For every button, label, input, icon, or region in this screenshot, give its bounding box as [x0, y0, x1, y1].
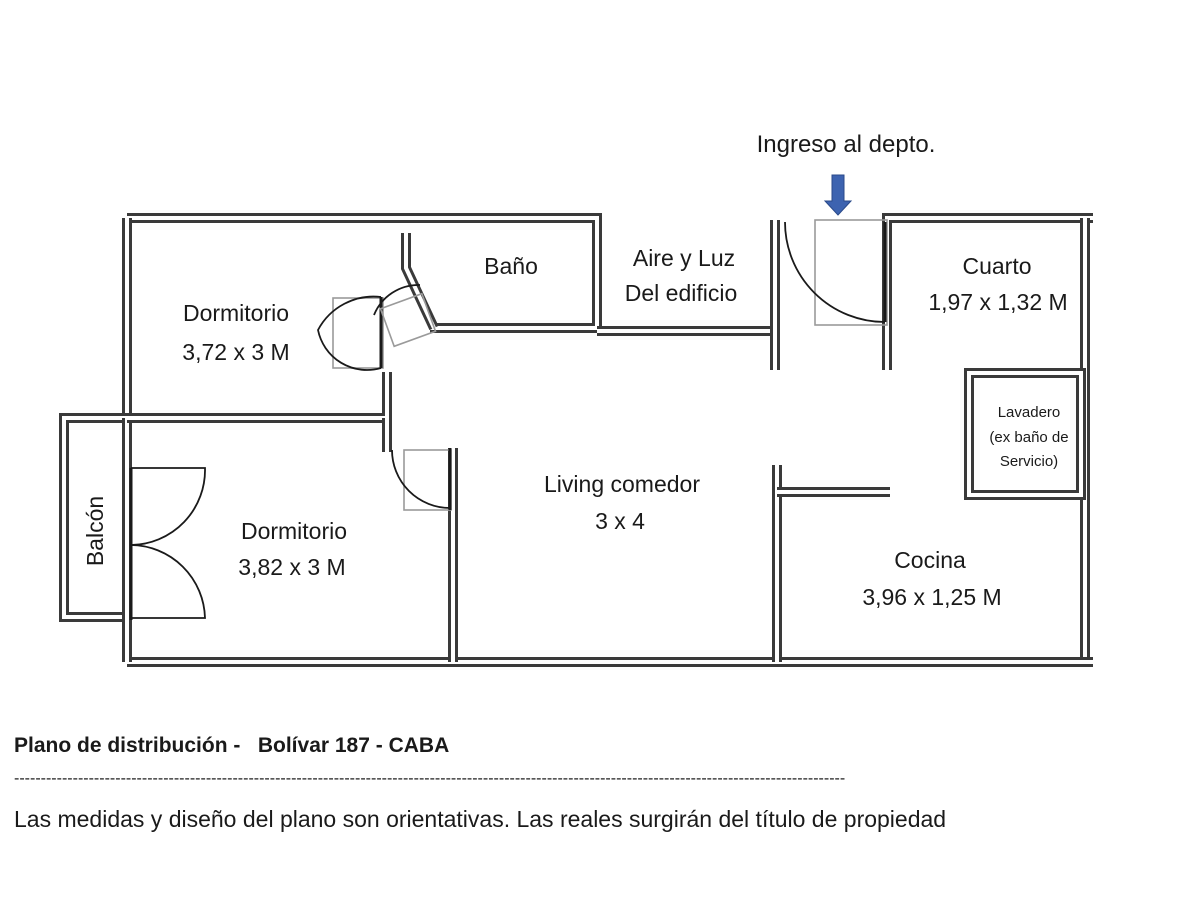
- plan-title: Plano de distribución - Bolívar 187 - CABA: [14, 734, 450, 757]
- door-bedroom-2-swing: [392, 450, 450, 508]
- room-bano-name: Baño: [484, 253, 538, 279]
- room-dormitorio-1-size: 3,72 x 3 M: [182, 339, 290, 365]
- door-balcony-swing-bottom: [131, 545, 205, 618]
- entrance-arrow-icon: [825, 175, 851, 215]
- labels: [82, 131, 1069, 610]
- door-entrance-frame: [815, 220, 887, 325]
- door-balcony: [131, 468, 205, 620]
- room-cocina-size: 3,96 x 1,25 M: [862, 584, 1002, 610]
- room-balcon-name: Balcón: [82, 495, 108, 567]
- door-bedroom-1-frame: [333, 298, 383, 368]
- door-bedroom-2: [392, 448, 451, 510]
- room-aire-luz-line1: Aire y Luz: [632, 245, 736, 271]
- room-aire-luz-line2: Del edificio: [624, 280, 738, 306]
- wall-bedrooms-divider: [127, 372, 387, 418]
- entrance-label: Ingreso al depto.: [756, 131, 936, 158]
- separator-rule: ------------------------------------------------------------------------------------------------------------------------------------------------------------: [14, 770, 846, 784]
- disclaimer-note: Las medidas y diseño del plano son orientativas. Las reales surgirán del título de propiedad: [14, 806, 947, 832]
- wall-bedrooms-divider-core: [127, 372, 387, 418]
- room-dormitorio-2-size: 3,82 x 3 M: [238, 554, 346, 580]
- door-bedroom-1: [318, 297, 383, 370]
- room-dormitorio-2-name: Dormitorio: [240, 518, 348, 544]
- door-bedroom-1-swing: [318, 297, 381, 370]
- door-bedroom-2-frame: [404, 450, 451, 510]
- door-balcony-swing-top: [131, 468, 205, 545]
- room-cuarto-size: 1,97 x 1,32 M: [928, 289, 1068, 315]
- room-cuarto-name: Cuarto: [962, 253, 1032, 279]
- door-entrance-swing: [785, 222, 885, 322]
- door-entrance: [785, 220, 887, 325]
- room-lavadero-line1: Lavadero: [997, 404, 1061, 421]
- room-living-name: Living comedor: [544, 471, 700, 497]
- room-lavadero-line2: (ex baño de: [989, 429, 1069, 446]
- room-cocina-name: Cocina: [894, 547, 966, 573]
- room-dormitorio-1-name: Dormitorio: [182, 300, 290, 326]
- room-living-size: 3 x 4: [595, 508, 645, 534]
- room-lavadero-line3: Servicio): [999, 453, 1059, 470]
